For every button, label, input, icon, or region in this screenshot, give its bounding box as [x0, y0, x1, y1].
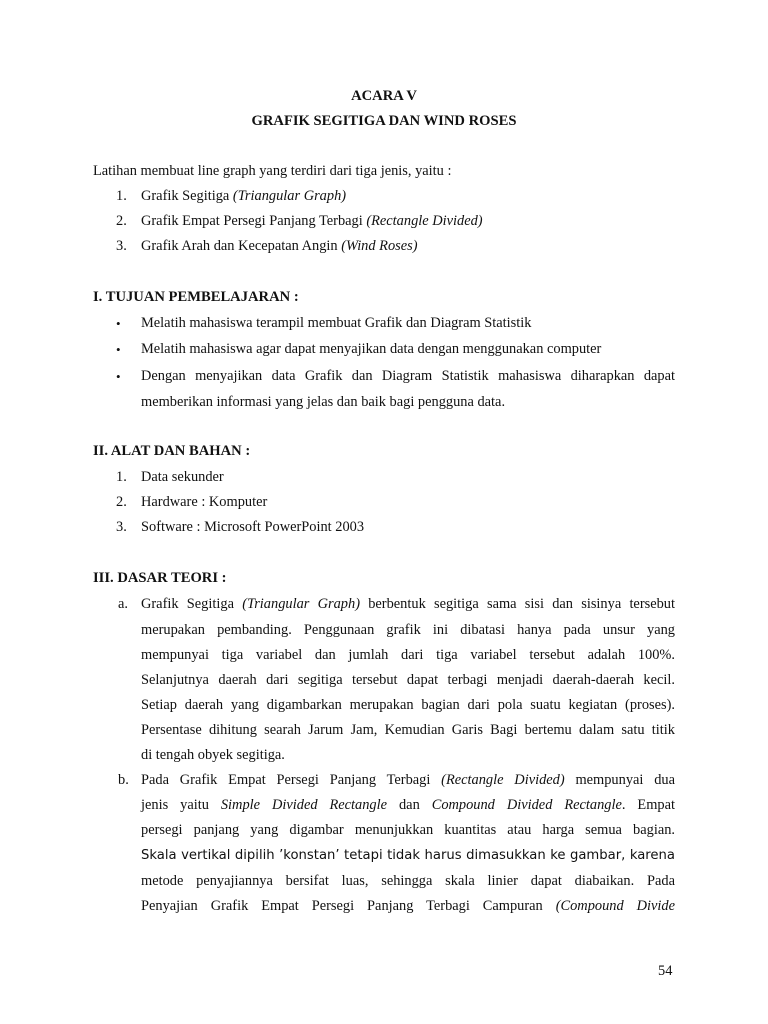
section-3-b-line-5: metode penyajiannya bersifat luas, sehingga skala linier dapat diabaikan. Pada	[141, 873, 675, 889]
section-3-a-label: a.	[118, 596, 128, 612]
intro-item-3: Grafik Arah dan Kecepatan Angin (Wind Roses)	[141, 238, 418, 254]
section-3-a-line-7: di tengah obyek segitiga.	[141, 747, 285, 763]
section-3-b-label: b.	[118, 772, 129, 788]
section-1-bullet-2: Melatih mahasiswa agar dapat menyajikan data dengan menggunakan computer	[141, 341, 602, 357]
intro-text: Latihan membuat line graph yang terdiri dari tiga jenis, yaitu :	[93, 163, 452, 179]
intro-item-1-number: 1.	[116, 188, 127, 204]
intro-item-2: Grafik Empat Persegi Panjang Terbagi (Rectangle Divided)	[141, 213, 483, 229]
section-2-item-2-number: 2.	[116, 494, 127, 510]
section-2-item-3-number: 3.	[116, 519, 127, 535]
section-3-a-line-6: Persentase dihitung searah Jarum Jam, Kemudian Garis Bagi bertemu dalam satu titik	[141, 722, 675, 738]
section-3-b-line-3: persegi panjang yang digambar menunjukkan kuantitas atau harga semua bagian.	[141, 822, 675, 838]
document-title-line1: ACARA V	[351, 88, 417, 104]
section-3-b-line-1: Pada Grafik Empat Persegi Panjang Terbagi (Rectangle Divided) mempunyai dua	[141, 772, 675, 788]
section-2-item-1-number: 1.	[116, 469, 127, 485]
section-2-item-1: Data sekunder	[141, 469, 224, 485]
section-1-bullet-3-continued: memberikan informasi yang jelas dan baik bagi pengguna data.	[141, 394, 506, 410]
section-3-a-line-1: Grafik Segitiga (Triangular Graph) berbentuk segitiga sama sisi dan sisinya tersebut	[141, 596, 675, 612]
section-3-a-line-3: mempunyai tiga variabel dan jumlah dari tiga variabel tersebut adalah 100%.	[141, 647, 675, 663]
intro-item-2-number: 2.	[116, 213, 127, 229]
section-1-bullet-3: Dengan menyajikan data Grafik dan Diagram Statistik mahasiswa diharapkan dapat	[141, 368, 675, 384]
section-3-b-line-6: Penyajian Grafik Empat Persegi Panjang Terbagi Campuran (Compound Divide	[141, 898, 675, 914]
intro-item-3-number: 3.	[116, 238, 127, 254]
document-title-line2: GRAFIK SEGITIGA DAN WIND ROSES	[251, 113, 517, 129]
section-2-item-3: Software : Microsoft PowerPoint 2003	[141, 519, 365, 535]
intro-item-1: Grafik Segitiga (Triangular Graph)	[141, 188, 347, 204]
section-2-item-2: Hardware : Komputer	[141, 494, 268, 510]
section-3-b-line-2: jenis yaitu Simple Divided Rectangle dan Compound Divided Rectangle. Empat	[141, 797, 675, 813]
section-3-a-line-4: Selanjutnya daerah dari segitiga tersebut dapat terbagi menjadi daerah-daerah kecil.	[141, 672, 675, 688]
section-3-heading: III. DASAR TEORI :	[93, 570, 227, 586]
bullet-3: •	[116, 369, 121, 384]
section-3-b-line-4: Skala vertikal dipilih ’konstan’ tetapi tidak harus dimasukkan ke gambar, karena	[141, 848, 675, 863]
section-1-heading: I. TUJUAN PEMBELAJARAN :	[93, 289, 299, 305]
section-2-heading: II. ALAT DAN BAHAN :	[93, 443, 251, 459]
section-1-bullet-1: Melatih mahasiswa terampil membuat Grafik dan Diagram Statistik	[141, 315, 532, 331]
bullet-2: •	[116, 342, 121, 357]
bullet-1: •	[116, 316, 121, 331]
section-3-a-line-5: Setiap daerah yang digambarkan merupakan bagian dari pola suatu kegiatan (proses).	[141, 697, 675, 713]
page-number: 54	[658, 963, 673, 979]
section-3-a-line-2: merupakan pembanding. Penggunaan grafik ini dibatasi hanya pada unsur yang	[141, 622, 675, 638]
